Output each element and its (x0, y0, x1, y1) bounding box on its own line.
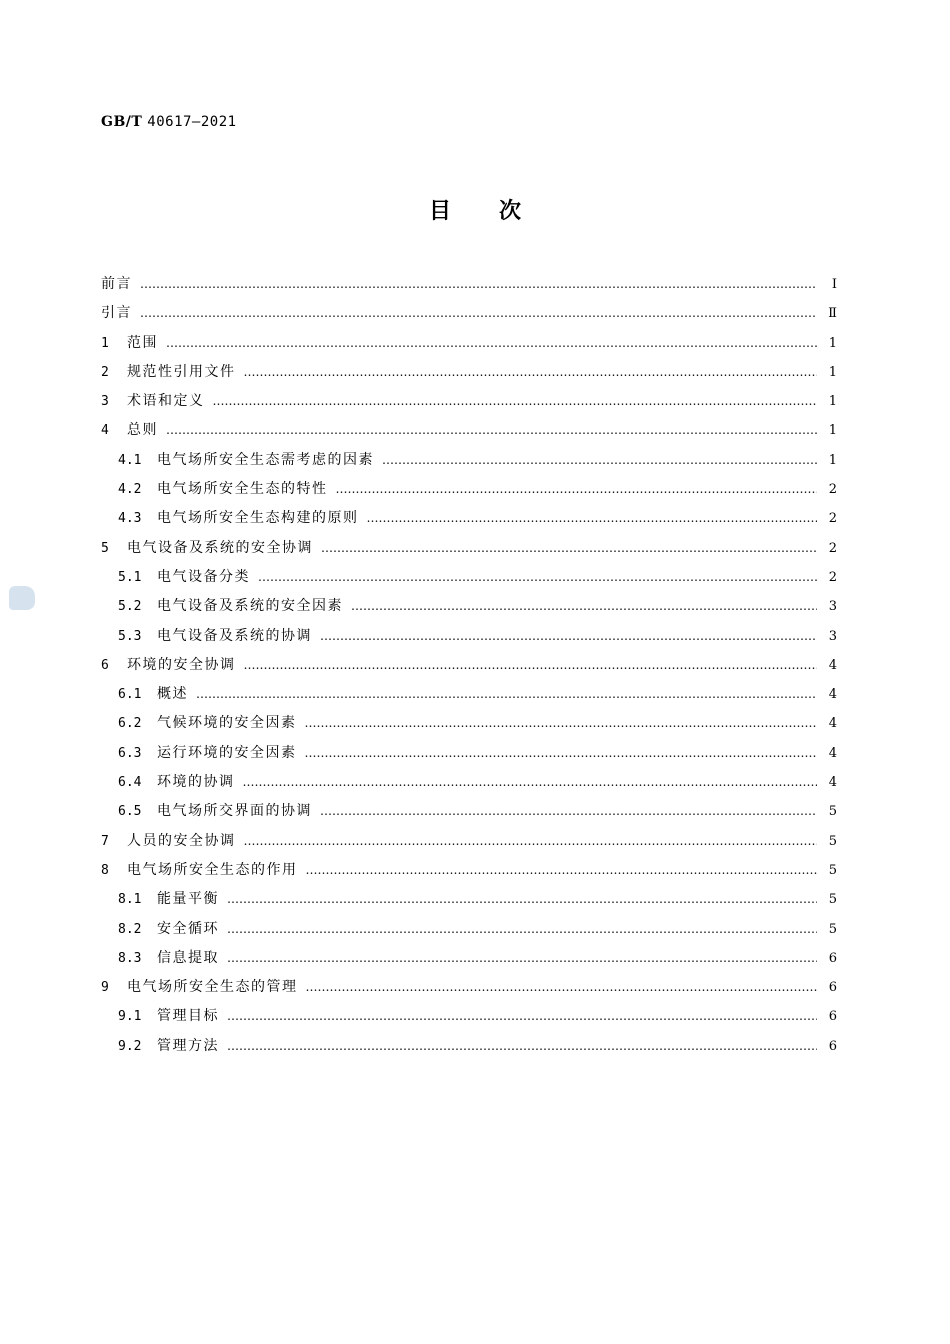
toc-entry-title: 能量平衡 (157, 891, 219, 908)
toc-entry-page: 3 (828, 628, 837, 644)
toc-leader-dots (227, 1032, 817, 1061)
toc-entry-title: 信息提取 (157, 949, 219, 966)
toc-leader-dots (367, 504, 818, 533)
toc-entry-title: 电气场所安全生态构建的原则 (157, 510, 359, 527)
toc-entry-title: 术语和定义 (127, 393, 205, 410)
toc-entry-number: 9 (101, 980, 109, 996)
toc-entry-number: 3 (101, 394, 109, 410)
toc-entry[interactable] (101, 329, 837, 358)
toc-entry-number: 9.1 (118, 1009, 142, 1025)
toc-entry-title: 电气设备分类 (157, 568, 250, 585)
toc-entry-title: 电气设备及系统的安全因素 (157, 598, 343, 615)
toc-entry-number: 7 (101, 833, 109, 849)
toc-leader-dots (305, 709, 818, 738)
toc-leader-dots (243, 768, 818, 797)
toc-entry[interactable] (101, 504, 837, 533)
toc-entry-title: 电气设备及系统的安全协调 (127, 539, 313, 556)
toc-entry-number: 9.2 (118, 1038, 142, 1054)
toc-entry-page: 5 (828, 892, 837, 908)
toc-entry[interactable] (101, 299, 837, 328)
toc-entry-page: 4 (828, 775, 837, 791)
toc-entry-number: 4.1 (118, 452, 142, 468)
toc-entry-number: 5.2 (118, 599, 142, 615)
toc-entry[interactable] (101, 1002, 837, 1031)
toc-entry-page: Ⅰ (831, 277, 837, 292)
toc-leader-dots (306, 856, 818, 885)
toc-entry-page: 4 (828, 716, 837, 732)
toc-leader-dots (166, 329, 817, 358)
toc-entry-title: 人员的安全协调 (127, 832, 236, 849)
toc-entry[interactable] (101, 416, 837, 445)
toc-entry-number: 8.1 (118, 892, 142, 908)
toc-entry[interactable] (101, 358, 837, 387)
toc-entry[interactable] (101, 739, 837, 768)
toc-entry[interactable] (101, 534, 837, 563)
toc-entry-title: 引言 (101, 305, 132, 322)
toc-entry[interactable] (101, 475, 837, 504)
toc-entry[interactable] (101, 973, 837, 1002)
toc-leader-dots (196, 680, 817, 709)
toc-entry-title: 管理目标 (157, 1008, 219, 1025)
toc-entry-title: 电气场所安全生态的作用 (127, 861, 298, 878)
toc-entry[interactable] (101, 592, 837, 621)
toc-entry-number: 8 (101, 862, 109, 878)
toc-entry[interactable] (101, 709, 837, 738)
toc-entry-title: 电气场所交界面的协调 (157, 803, 312, 820)
toc-leader-dots (140, 270, 817, 299)
toc-entry[interactable] (101, 446, 837, 475)
toc-entry-page: Ⅱ (828, 306, 837, 322)
toc-leader-dots (320, 797, 817, 826)
toc-entry-title: 电气场所安全生态的管理 (127, 979, 298, 996)
toc-entry[interactable] (101, 856, 837, 885)
toc-leader-dots (213, 387, 818, 416)
toc-entry-title: 总则 (127, 422, 158, 439)
toc-entry[interactable] (101, 270, 837, 299)
toc-entry-title: 规范性引用文件 (127, 363, 236, 380)
toc-entry[interactable] (101, 797, 837, 826)
toc-entry-page: 6 (828, 950, 837, 966)
toc-entry-number: 6.5 (118, 804, 142, 820)
toc-entry-number: 5.3 (118, 628, 142, 644)
toc-entry-number: 6.3 (118, 745, 142, 761)
toc-entry-title: 电气设备及系统的协调 (157, 627, 312, 644)
toc-leader-dots (258, 563, 817, 592)
toc-entry-number: 6 (101, 657, 109, 673)
toc-leader-dots (320, 622, 817, 651)
toc-leader-dots (244, 827, 818, 856)
toc-entry-title: 安全循环 (157, 920, 219, 937)
standard-prefix: GB/T (101, 114, 143, 130)
toc-entry-page: 4 (828, 657, 837, 673)
toc-entry[interactable] (101, 827, 837, 856)
toc-entry-number: 5 (101, 540, 109, 556)
toc-leader-dots (166, 416, 817, 445)
toc-leader-dots (244, 358, 818, 387)
standard-code (101, 114, 237, 130)
toc-leader-dots (382, 446, 817, 475)
toc-entry[interactable] (101, 622, 837, 651)
toc-leader-dots (227, 915, 817, 944)
toc-entry-page: 3 (828, 599, 837, 615)
toc-entry-number: 1 (101, 335, 109, 351)
sac-watermark-logo (9, 586, 35, 610)
toc-leader-dots (227, 885, 817, 914)
toc-entry-number: 4.3 (118, 511, 142, 527)
toc-entry[interactable] (101, 651, 837, 680)
toc-entry[interactable] (101, 387, 837, 416)
toc-leader-dots (140, 299, 817, 328)
toc-entry-number: 8.2 (118, 921, 142, 937)
toc-entry-title: 电气场所安全生态的特性 (157, 481, 328, 498)
toc-leader-dots (244, 651, 818, 680)
toc-entry[interactable] (101, 563, 837, 592)
toc-entry[interactable] (101, 680, 837, 709)
toc-entry-page: 5 (828, 833, 837, 849)
toc-entry-number: 8.3 (118, 950, 142, 966)
toc-entry-number: 2 (101, 364, 109, 380)
toc-entry-title: 概述 (157, 686, 188, 703)
toc-leader-dots (321, 534, 817, 563)
toc-entry-page: 6 (828, 1038, 837, 1054)
toc-entry-title: 气候环境的安全因素 (157, 715, 297, 732)
toc-entry-title: 电气场所安全生态需考虑的因素 (157, 451, 374, 468)
toc-entry-page: 1 (828, 364, 837, 380)
toc-entry[interactable] (101, 885, 837, 914)
toc-entry[interactable] (101, 915, 837, 944)
toc-entry-title: 范围 (127, 334, 158, 351)
toc-entry-title: 管理方法 (157, 1037, 219, 1054)
toc-entry-page: 5 (828, 921, 837, 937)
table-of-contents (101, 270, 837, 1061)
toc-entry-title: 环境的安全协调 (127, 656, 236, 673)
toc-entry-number: 4.2 (118, 482, 142, 498)
toc-leader-dots (336, 475, 818, 504)
toc-entry-title: 前言 (101, 276, 132, 292)
toc-entry-page: 2 (828, 511, 837, 527)
toc-entry[interactable] (101, 944, 837, 973)
toc-entry-page: 1 (828, 423, 837, 439)
toc-entry-title: 运行环境的安全因素 (157, 744, 297, 761)
toc-entry-page: 2 (828, 540, 837, 556)
toc-entry-number: 5.1 (118, 569, 142, 585)
toc-entry-number: 6.4 (118, 775, 142, 791)
toc-entry-page: 6 (828, 1009, 837, 1025)
toc-leader-dots (306, 973, 818, 1002)
toc-entry-page: 4 (828, 745, 837, 761)
toc-entry[interactable] (101, 768, 837, 797)
toc-leader-dots (227, 944, 817, 973)
toc-entry-page: 1 (828, 394, 837, 410)
toc-entry-page: 5 (828, 804, 837, 820)
toc-entry-number: 4 (101, 423, 109, 439)
toc-entry-number: 6.1 (118, 687, 142, 703)
toc-entry-page: 1 (828, 335, 837, 351)
standard-number: 40617—2021 (147, 114, 237, 130)
toc-entry-number: 6.2 (118, 716, 142, 732)
toc-entry-page: 1 (828, 452, 837, 468)
toc-leader-dots (351, 592, 817, 621)
toc-entry[interactable] (101, 1032, 837, 1061)
toc-leader-dots (227, 1002, 817, 1031)
toc-entry-page: 2 (828, 569, 837, 585)
toc-entry-page: 2 (828, 482, 837, 498)
toc-entry-page: 5 (828, 862, 837, 878)
toc-leader-dots (305, 739, 818, 768)
toc-entry-page: 6 (828, 980, 837, 996)
toc-entry-title: 环境的协调 (157, 774, 235, 791)
page-title: 目次 (428, 199, 569, 224)
toc-entry-page: 4 (828, 687, 837, 703)
